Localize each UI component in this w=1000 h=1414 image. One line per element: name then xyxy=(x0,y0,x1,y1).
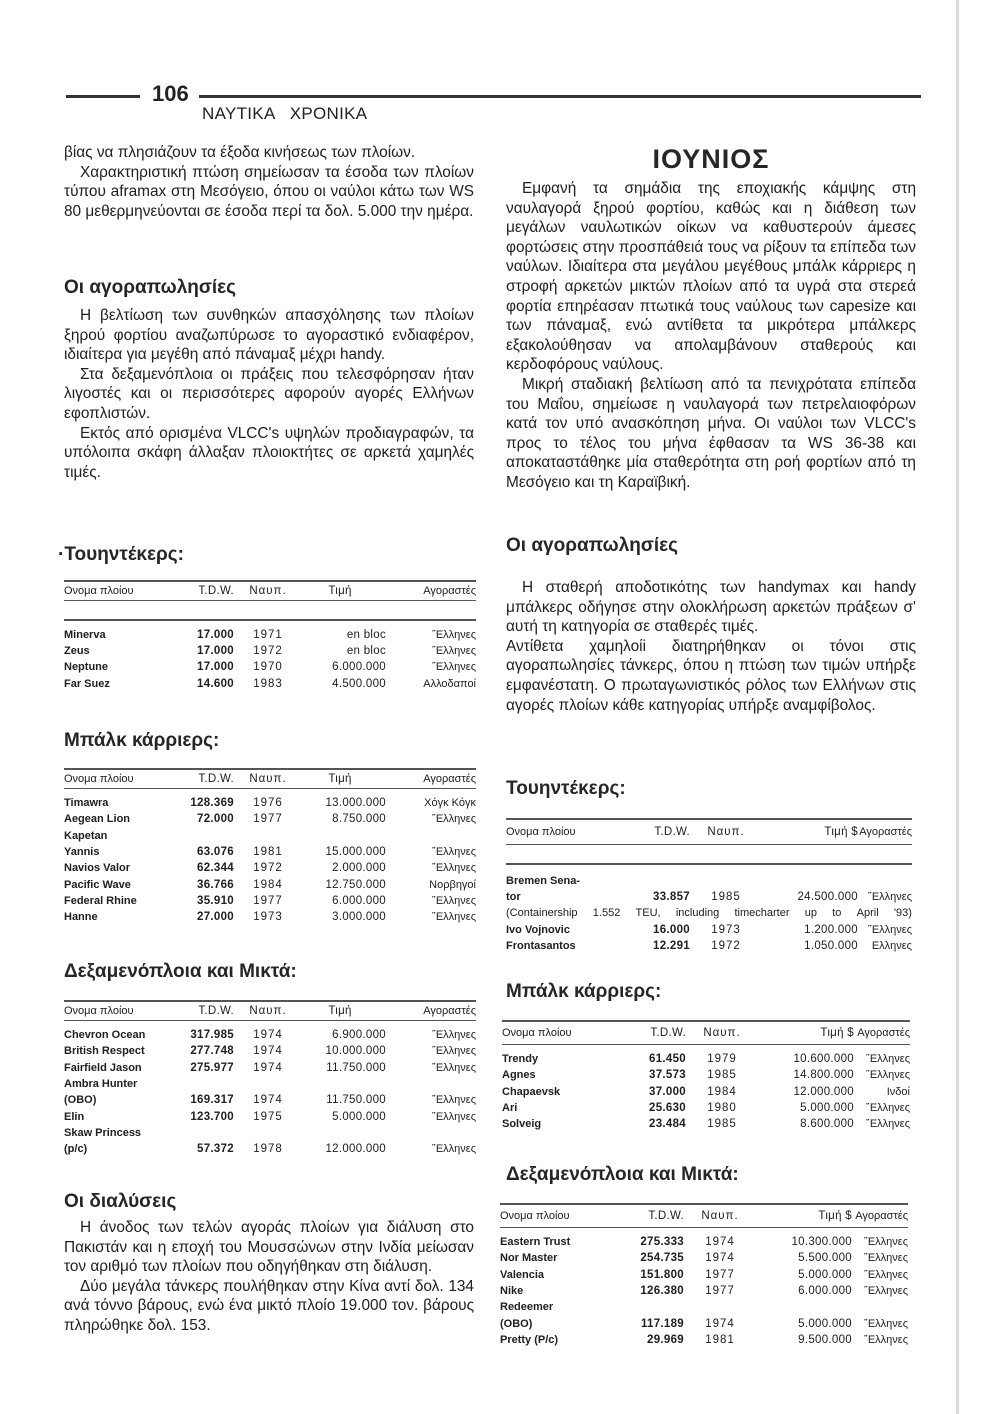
cell-tdw: 36.766 xyxy=(197,878,234,891)
cell-tdw: 37.000 xyxy=(649,1085,686,1098)
right-bulk-heading-wrap xyxy=(506,980,916,1004)
cell-year: 1980 xyxy=(707,1102,737,1115)
cell-buyer: ῞Ελληνες xyxy=(432,846,476,859)
paragraph: Χαρακτηριστική πτώση σημείωσαν τα έσοδα των πλοίων τύπου aframax στη Μεσόγειο, όπου οι ναύλοι κάτω των WS 80 μεθερμηνεύονται σε έσοδα περί τα δολ. 5.000 την ημέρα. xyxy=(64,163,474,220)
cell-price: 4.500.000 xyxy=(332,677,386,690)
cell-buyer: ῞Ελληνες xyxy=(432,628,476,641)
cell-year: 1970 xyxy=(253,661,283,674)
magazine-title: ΝΑΥΤΙΚΑ ΧΡΟΝΙΚΑ xyxy=(202,104,368,123)
cell-tdw: 169.317 xyxy=(190,1094,234,1107)
cell-name: Ambra Hunter xyxy=(64,1078,138,1091)
cell-name: Federal Rhine xyxy=(64,894,137,907)
left-tweendeckers-heading-wrap xyxy=(58,543,468,567)
cell-buyer: ῞Ελληνες xyxy=(432,1061,476,1074)
table-row xyxy=(64,627,476,643)
cell-tdw: 25.630 xyxy=(649,1102,686,1115)
table-row xyxy=(64,659,476,675)
cell-name: Aegean Lion xyxy=(64,813,131,826)
cell-buyer: ῞Ελληνες xyxy=(866,1069,910,1082)
cell-name: Far Suez xyxy=(64,677,110,690)
cell-buyer: ῞Ελληνες xyxy=(864,1236,908,1249)
cell-price: 5.500.000 xyxy=(798,1252,852,1265)
cell-name: Chapaevsk xyxy=(502,1085,561,1098)
cell-buyer: ῞Ελληνες xyxy=(432,661,476,674)
table-row xyxy=(506,873,912,889)
table-header-row xyxy=(506,820,912,844)
cell-name: Ivo Vojnovic xyxy=(506,923,570,936)
cell-year: 1974 xyxy=(253,1045,283,1058)
cell-name: tor xyxy=(506,890,521,903)
cell-tdw: T.D.W. xyxy=(654,825,690,838)
left-tweendeckers-table xyxy=(64,580,476,692)
cell-price: 6.900.000 xyxy=(332,1029,386,1042)
cell-tdw: 61.450 xyxy=(649,1053,686,1066)
cell-price: 24.500.000 xyxy=(797,890,858,903)
cell-year: 1974 xyxy=(253,1029,283,1042)
table-row xyxy=(500,1250,908,1266)
cell-tdw: 63.076 xyxy=(197,846,234,859)
cell-tdw: 16.000 xyxy=(653,923,690,936)
cell-year: 1985 xyxy=(707,1069,737,1082)
table-row xyxy=(64,1027,476,1043)
paragraph: Η άνοδος των τελών αγοράς πλοίων για διάλυση στο Πακιστάν και η εποχή του Μουσσώνων στην Ινδία μείωσαν τον αριθμό των πλοίων που οδηγήθηκαν στη διάλυση. xyxy=(64,1219,474,1276)
table-heading: Μπάλκ κάρριερς: xyxy=(64,730,220,751)
cell-buyer: Ινδοί xyxy=(886,1085,910,1098)
table-header-row xyxy=(64,770,476,788)
cell-year: Ναυπ. xyxy=(707,825,745,838)
cell-buyer: Αγοραστές xyxy=(859,825,912,838)
cell-tdw: 23.484 xyxy=(649,1118,686,1131)
cell-tdw: 29.969 xyxy=(647,1333,684,1346)
table-note-cell: (Containership xyxy=(506,907,578,920)
cell-year: Ναυπ. xyxy=(703,1026,741,1039)
paragraph: Αντίθετα χαμηλοίi διατηρήθηκαν οι τόνοι στις αγοραπωλησίες τάνκερς, όπου η πτώση των τιμών υπήρξε εμφανέστατη. Ο πρωταγωνιστικός ρόλος των Ελλήνων στις αγορές πλοίων κάθε κατηγορίας υπήρξε αναμφίβολος. xyxy=(506,637,916,714)
cell-price: Τιμή $ xyxy=(820,1026,854,1039)
page-number: 106 xyxy=(152,81,189,106)
cell-buyer: ῞Ελληνες xyxy=(864,1333,908,1346)
cell-buyer: ῞Ελληνες xyxy=(866,1053,910,1066)
cell-year: Ναυπ. xyxy=(701,1209,739,1222)
cell-name: Ονομα πλοίου xyxy=(64,772,134,785)
cell-price: en bloc xyxy=(346,644,386,657)
table-row xyxy=(502,1084,910,1100)
left-tankers-table xyxy=(64,1000,476,1157)
cell-tdw: 254.735 xyxy=(640,1252,684,1265)
cell-buyer: ῞Ελληνες xyxy=(432,644,476,657)
table-row xyxy=(64,1092,476,1108)
table-row xyxy=(64,811,476,827)
cell-year: 1976 xyxy=(253,797,283,810)
cell-price: 15.000.000 xyxy=(325,846,386,859)
cell-buyer: Αγοραστές xyxy=(423,1004,476,1017)
cell-name: Frontasantos xyxy=(506,939,576,952)
cell-name: Ονομα πλοίου xyxy=(64,1004,134,1017)
cell-buyer: Νορβηγοί xyxy=(429,878,476,891)
cell-year: 1977 xyxy=(705,1268,735,1281)
paragraph: Στα δεξαμενόπλοια οι πράξεις που τελεσφόρησαν ήταν λιγοστές και οι περισσότερες αφορούν αγορές Ελλήνων εφοπλιστών. xyxy=(64,365,474,422)
cell-price: 8.750.000 xyxy=(332,813,386,826)
cell-year: 1979 xyxy=(707,1053,737,1066)
cell-name: (OBO) xyxy=(500,1317,533,1330)
table-row xyxy=(500,1315,908,1331)
cell-tdw: 57.372 xyxy=(197,1143,234,1156)
cell-name: Yannis xyxy=(64,846,100,859)
cell-name: Skaw Princess xyxy=(64,1126,142,1139)
table-row xyxy=(502,1100,910,1116)
paragraph: Η βελτίωση των συνθηκών απασχόλησης των πλοίων ξηρού φορτίου αναζωπύρωσε το αγοραστικό ενδιαφέρον, ιδιαίτερα για μεγέθη από πάναμαξ μέχρι handy. xyxy=(64,307,474,364)
table-row xyxy=(64,1108,476,1124)
cell-name: Ονομα πλοίου xyxy=(502,1026,572,1039)
cell-price: 12.000.000 xyxy=(793,1085,854,1098)
cell-price: 10.300.000 xyxy=(791,1236,852,1249)
cell-year: Ναυπ. xyxy=(249,1004,287,1017)
table-row xyxy=(64,844,476,860)
cell-buyer: ῞Ελληνες xyxy=(432,1110,476,1123)
left-bulk-heading-wrap xyxy=(64,729,474,753)
left-bulk-table xyxy=(64,768,476,925)
cell-year: 1983 xyxy=(253,677,283,690)
cell-tdw: 317.985 xyxy=(190,1029,234,1042)
cell-name: (OBO) xyxy=(64,1094,97,1107)
table-header-row xyxy=(500,1205,908,1227)
cell-price: 13.000.000 xyxy=(325,797,386,810)
cell-year: 1972 xyxy=(253,862,283,875)
section-heading: Οι διαλύσεις xyxy=(64,1191,177,1212)
cell-year: 1972 xyxy=(711,939,741,952)
cell-buyer: ῞Ελληνες xyxy=(432,894,476,907)
cell-year: 1974 xyxy=(253,1061,283,1074)
table-note-cell: including xyxy=(675,907,720,920)
table-note-cell: to xyxy=(832,907,842,920)
cell-tdw: 117.189 xyxy=(640,1317,684,1330)
cell-buyer: Αγοραστές xyxy=(857,1026,910,1039)
cell-name: Navios Valor xyxy=(64,862,131,875)
cell-buyer: ῞Ελληνες xyxy=(864,1268,908,1281)
cell-buyer: Αγοραστές xyxy=(855,1209,908,1222)
cell-buyer: Αγοραστές xyxy=(423,772,476,785)
paragraph: βίας να πλησιάζουν τα έξοδα κινήσεως των πλοίων. xyxy=(64,144,416,161)
cell-buyer: ῞Ελληνες xyxy=(864,1317,908,1330)
cell-price: 5.000.000 xyxy=(332,1110,386,1123)
cell-year: 1981 xyxy=(253,846,283,859)
cell-year: 1985 xyxy=(711,890,741,903)
cell-buyer: ῞Ελληνες xyxy=(432,1045,476,1058)
table-header-row xyxy=(64,582,476,600)
cell-tdw: T.D.W. xyxy=(198,1004,234,1017)
right-month-section xyxy=(506,143,916,493)
cell-buyer: ῞Ελληνες xyxy=(864,1252,908,1265)
cell-tdw: 17.000 xyxy=(197,628,234,641)
cell-price: 9.500.000 xyxy=(798,1333,852,1346)
cell-name: Solveig xyxy=(502,1118,542,1131)
table-header-row xyxy=(502,1022,910,1044)
paragraph: Μικρή σταδιακή βελτίωση από τα πενιχρότατα επίπεδα του Μαΐου, σημείωσε η ναυλαγορά των πετρελαιοφόρων κατά τον υπό ανασκόπηση μήνα. Οι ναύλοι των VLCC's προς το τέλος του μήνα έφθασαν τα WS 36-38 και αποκαταστάθηκε μία σταθερότητα στη ροή φορτίων από τη Μεσόγειο και τη Καραϊβική. xyxy=(506,375,916,491)
cell-name: Timawra xyxy=(64,797,109,810)
cell-name: Valencia xyxy=(500,1268,545,1281)
page-header xyxy=(66,80,921,128)
cell-price: Τιμή xyxy=(328,1004,352,1017)
cell-name: Elin xyxy=(64,1110,85,1123)
section-heading: Οι αγοραπωλησίες xyxy=(64,277,237,298)
table-row xyxy=(64,1125,476,1141)
table-row xyxy=(64,1141,476,1157)
cell-buyer: ῞Ελληνες xyxy=(868,890,912,903)
table-row xyxy=(500,1299,908,1315)
cell-year: 1978 xyxy=(253,1143,283,1156)
cell-buyer: ῞Ελληνες xyxy=(864,1285,908,1298)
cell-tdw: 12.291 xyxy=(653,939,690,952)
cell-price: 11.750.000 xyxy=(326,1094,386,1107)
cell-buyer: ῞Ελληνες xyxy=(432,1029,476,1042)
cell-price: 3.000.000 xyxy=(332,911,386,924)
cell-price: 10.000.000 xyxy=(325,1045,386,1058)
table-row xyxy=(64,1043,476,1059)
cell-name: Ονομα πλοίου xyxy=(500,1209,570,1222)
cell-year: 1984 xyxy=(253,878,283,891)
col-header-price: Τιμή xyxy=(328,584,352,597)
cell-price: 1.050.000 xyxy=(804,939,858,952)
cell-year: 1984 xyxy=(707,1085,737,1098)
cell-year: 1974 xyxy=(705,1236,735,1249)
cell-year: Ναυπ. xyxy=(249,772,287,785)
left-demolition-section xyxy=(64,1190,474,1336)
cell-tdw: 128.369 xyxy=(190,797,234,810)
cell-price: 14.800.000 xyxy=(793,1069,854,1082)
left-tankers-heading-wrap xyxy=(64,960,474,984)
paragraph: Η σταθερή αποδοτικότης των handymax και handy μπάλκερς οδήγησε στην ολοκλήρωση αρκετών πράξεων σ' αυτή τη κατηγορία σε σταθερές τιμές. xyxy=(506,579,916,636)
table-heading: Δεξαμενόπλοια και Μικτά: xyxy=(506,1164,739,1185)
cell-tdw: 17.000 xyxy=(197,661,234,674)
paragraph: Εκτός από ορισμένα VLCC's υψηλών προδιαγραφών, τα υπόλοιπα σκάφη άλλαξαν πλοιοκτήτες σε αρκετά χαμηλές τιμές. xyxy=(64,424,474,481)
table-row xyxy=(64,876,476,892)
table-note-cell: April xyxy=(856,907,879,920)
cell-name: British Respect xyxy=(64,1045,145,1058)
cell-tdw: 277.748 xyxy=(190,1045,234,1058)
table-heading: Μπάλκ κάρριερς: xyxy=(506,981,662,1002)
cell-name: Neptune xyxy=(64,661,108,674)
table-row xyxy=(506,921,912,937)
cell-buyer: ῞Ελληνες xyxy=(868,923,912,936)
page-edge-shadow xyxy=(956,0,959,1414)
table-row xyxy=(64,1076,476,1092)
cell-tdw: 123.700 xyxy=(190,1110,234,1123)
table-row xyxy=(506,889,912,905)
cell-name: Hanne xyxy=(64,911,98,924)
table-row xyxy=(500,1267,908,1283)
cell-buyer: Αλλοδαποί xyxy=(423,677,476,690)
cell-year: 1972 xyxy=(253,644,283,657)
col-header-name: Ονομα πλοίου xyxy=(64,584,134,597)
table-row xyxy=(506,938,912,954)
paragraph: Εμφανή τα σημάδια της εποχιακής κάμψης στη ναυλαγορά ξηρού φορτίου, καθώς και η διάθεση των μεγάλων ναυλωτικών οίκων να καθυστερούν άμεσες φορτώσεις στην προσπάθειά τους να ρίξουν τα επίπεδα των ναύλων. Ιδιαίτερα στα μεγάλου μεγέθους μπάλκ κάρριερς η στροφή αρκετών μικτών πλοίων από τα υγρά στα στερεά φορτία επηρέασαν πτωτικά τους ναύλους των capesize και των πάναμαξ, ενώ αντίθετα τα μικρότερα μπάλκερς εξακολούθησαν να απολαμβάνουν σταθερούς και κερδοφόρους ναύλους. xyxy=(506,180,916,374)
cell-name: Eastern Trust xyxy=(500,1236,571,1249)
cell-year: 1977 xyxy=(253,813,283,826)
table-row xyxy=(64,675,476,691)
table-row xyxy=(500,1234,908,1250)
cell-name: Bremen Sena- xyxy=(506,874,580,887)
table-row xyxy=(64,828,476,844)
cell-year: 1973 xyxy=(253,911,283,924)
cell-price: 12.750.000 xyxy=(325,878,386,891)
cell-name: Ονομα πλοίου xyxy=(506,825,576,838)
cell-tdw: 62.344 xyxy=(197,862,234,875)
left-sales-section xyxy=(64,276,474,482)
cell-tdw: 126.380 xyxy=(640,1285,684,1298)
cell-price: 6.000.000 xyxy=(332,894,386,907)
table-row xyxy=(502,1051,910,1067)
cell-name: Chevron Ocean xyxy=(64,1029,146,1042)
table-row xyxy=(64,795,476,811)
left-intro xyxy=(64,143,474,221)
paragraph: Δύο μεγάλα τάνκερς πουλήθηκαν στην Κίνα αντί δολ. 134 ανά τόννο βάρους, ενώ ένα μικτό πλοίο 19.000 τον. βάρους πληρώθηκε δολ. 153. xyxy=(64,1277,474,1334)
cell-buyer: ῞Ελληνες xyxy=(432,813,476,826)
col-header-year: Ναυπ. xyxy=(249,584,287,597)
cell-buyer: Χόγκ Κόγκ xyxy=(424,797,476,810)
cell-price: 5.000.000 xyxy=(800,1102,854,1115)
table-note-cell: '93) xyxy=(893,907,912,920)
cell-buyer: Ελληνες xyxy=(871,939,912,952)
table-row xyxy=(502,1116,910,1132)
cell-tdw: 275.333 xyxy=(640,1236,684,1249)
section-heading: Οι αγοραπωλησίες xyxy=(506,535,679,556)
right-tankers-table xyxy=(500,1203,908,1348)
cell-name: Pretty (P/c) xyxy=(500,1333,559,1346)
cell-name: Trendy xyxy=(502,1053,539,1066)
cell-year: 1981 xyxy=(705,1333,735,1346)
table-row xyxy=(500,1283,908,1299)
cell-tdw: 151.800 xyxy=(640,1268,684,1281)
cell-tdw: T.D.W. xyxy=(648,1209,684,1222)
cell-tdw: T.D.W. xyxy=(198,772,234,785)
cell-name: Nor Master xyxy=(500,1252,558,1265)
table-heading: ·Τουηντέκερς: xyxy=(58,544,184,565)
cell-tdw: 14.600 xyxy=(197,677,234,690)
cell-year: 1985 xyxy=(707,1118,737,1131)
table-note-cell: TEU, xyxy=(635,907,661,920)
cell-price: Τιμή $ xyxy=(824,825,858,838)
cell-price: 1.200.000 xyxy=(804,923,858,936)
table-heading: Δεξαμενόπλοια και Μικτά: xyxy=(64,961,297,982)
table-row xyxy=(64,909,476,925)
table-note-cell: timecharter xyxy=(734,907,790,920)
cell-year: 1973 xyxy=(711,923,741,936)
cell-name: (p/c) xyxy=(64,1143,88,1156)
cell-tdw: 72.000 xyxy=(197,813,234,826)
right-tankers-heading-wrap xyxy=(506,1163,916,1187)
cell-price: Τιμή $ xyxy=(818,1209,852,1222)
cell-name: Zeus xyxy=(64,644,90,657)
cell-price: 8.600.000 xyxy=(800,1118,854,1131)
table-note-row xyxy=(506,905,912,921)
table-row xyxy=(64,860,476,876)
col-header-buyer: Αγοραστές xyxy=(423,584,476,597)
cell-price: 11.750.000 xyxy=(326,1061,386,1074)
cell-price: 5.000.000 xyxy=(798,1317,852,1330)
cell-price: 10.600.000 xyxy=(793,1053,854,1066)
cell-buyer: ῞Ελληνες xyxy=(866,1118,910,1131)
cell-tdw: 17.000 xyxy=(197,644,234,657)
cell-tdw: 37.573 xyxy=(649,1069,686,1082)
cell-buyer: ῞Ελληνες xyxy=(432,1094,476,1107)
month-heading: ΙΟΥΝΙΟΣ xyxy=(652,144,770,174)
cell-tdw: 275.977 xyxy=(190,1061,234,1074)
cell-price: en bloc xyxy=(346,628,386,641)
cell-year: 1977 xyxy=(705,1285,735,1298)
cell-name: Pacific Wave xyxy=(64,878,131,891)
cell-price: 6.000.000 xyxy=(798,1285,852,1298)
cell-price: 5.000.000 xyxy=(798,1268,852,1281)
right-tweendeckers-heading-wrap xyxy=(506,777,916,801)
cell-name: Minerva xyxy=(64,628,106,641)
cell-name: Nike xyxy=(500,1285,524,1298)
table-note-cell: up xyxy=(804,907,818,920)
col-header-tdw: T.D.W. xyxy=(198,584,234,597)
cell-buyer: ῞Ελληνες xyxy=(866,1102,910,1115)
cell-name: Kapetan xyxy=(64,829,108,842)
cell-buyer: ῞Ελληνες xyxy=(432,862,476,875)
cell-year: 1977 xyxy=(253,894,283,907)
cell-name: Redeemer xyxy=(500,1301,554,1314)
cell-buyer: ῞Ελληνες xyxy=(432,1143,476,1156)
cell-year: 1971 xyxy=(253,628,283,641)
table-row xyxy=(64,1060,476,1076)
cell-year: 1974 xyxy=(705,1252,735,1265)
table-row xyxy=(64,893,476,909)
table-heading: Τουηντέκερς: xyxy=(506,778,626,799)
cell-tdw: 35.910 xyxy=(197,894,234,907)
cell-price: Τιμή xyxy=(328,772,352,785)
cell-buyer: ῞Ελληνες xyxy=(432,911,476,924)
right-tweendeckers-table xyxy=(506,818,912,954)
cell-year: 1974 xyxy=(705,1317,735,1330)
cell-tdw: 27.000 xyxy=(197,911,234,924)
cell-price: 2.000.000 xyxy=(332,862,386,875)
cell-tdw: 33.857 xyxy=(653,890,690,903)
table-row xyxy=(500,1332,908,1348)
cell-name: Ari xyxy=(502,1102,518,1115)
table-row xyxy=(502,1067,910,1083)
cell-year: 1975 xyxy=(253,1110,283,1123)
header-rule-right xyxy=(199,95,921,98)
cell-name: Agnes xyxy=(502,1069,536,1082)
table-header-row xyxy=(64,1002,476,1020)
cell-name: Fairfield Jason xyxy=(64,1061,142,1074)
right-sales-section xyxy=(506,534,916,715)
cell-price: 6.000.000 xyxy=(332,661,386,674)
table-note-cell: 1.552 xyxy=(592,907,621,920)
cell-year: 1974 xyxy=(253,1094,283,1107)
right-bulk-table xyxy=(502,1020,910,1132)
table-row xyxy=(64,643,476,659)
cell-tdw: T.D.W. xyxy=(650,1026,686,1039)
header-rule-left xyxy=(66,95,140,98)
cell-price: 12.000.000 xyxy=(325,1143,386,1156)
